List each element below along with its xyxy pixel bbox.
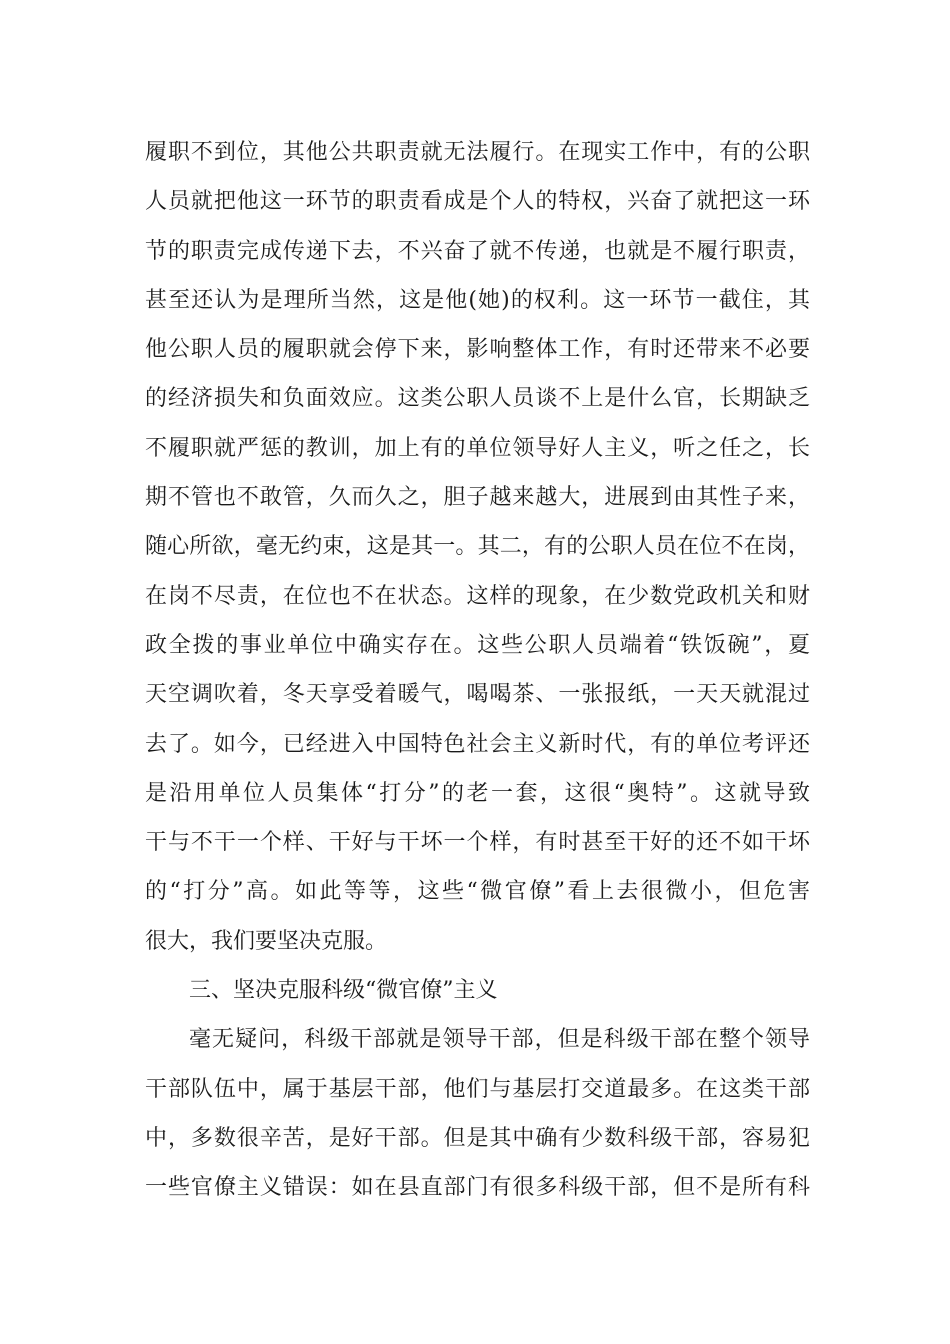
text-line: 干部队伍中，属于基层干部，他们与基层打交道最多。在这类干部 bbox=[145, 1076, 810, 1102]
text-line: 的“打分”高。如此等等，这些“微官僚”看上去很微小，但危害 bbox=[145, 879, 810, 905]
text-line: 不履职就严惩的教训，加上有的单位领导好人主义，听之任之，长 bbox=[145, 435, 810, 461]
text-line: 他公职人员的履职就会停下来，影响整体工作，有时还带来不必要 bbox=[145, 337, 810, 363]
body-text bbox=[145, 128, 810, 1213]
text-line: 人员就把他这一环节的职责看成是个人的特权，兴奋了就把这一环 bbox=[145, 189, 810, 215]
text-line: 去了。如今，已经进入中国特色社会主义新时代，有的单位考评还 bbox=[145, 731, 810, 757]
text-line: 随心所欲，毫无约束，这是其一。其二，有的公职人员在位不在岗， bbox=[145, 534, 810, 560]
text-line: 中，多数很辛苦，是好干部。但是其中确有少数科级干部，容易犯 bbox=[145, 1125, 810, 1151]
text-line: 履职不到位，其他公共职责就无法履行。在现实工作中，有的公职 bbox=[145, 140, 810, 165]
text-line: 在岗不尽责，在位也不在状态。这样的现象，在少数党政机关和财 bbox=[145, 583, 810, 609]
text-line: 的经济损失和负面效应。这类公职人员谈不上是什么官，长期缺乏 bbox=[145, 386, 810, 412]
text-line: 期不管也不敢管，久而久之，胆子越来越大，进展到由其性子来， bbox=[145, 485, 810, 511]
text-line: 是沿用单位人员集体“打分”的老一套，这很“奥特”。这就导致 bbox=[145, 780, 810, 806]
text-line: 很大，我们要坚决克服。 bbox=[145, 928, 388, 954]
text-line: 干与不干一个样、干好与干坏一个样，有时甚至干好的还不如干坏 bbox=[145, 830, 810, 856]
text-line: 毫无疑问，科级干部就是领导干部，但是科级干部在整个领导 bbox=[189, 1027, 810, 1053]
text-line: 政全拨的事业单位中确实存在。这些公职人员端着“铁饭碗”，夏 bbox=[145, 632, 810, 658]
section-heading: 三、坚决克服科级“微官僚”主义 bbox=[189, 978, 498, 1004]
text-line: 节的职责完成传递下去，不兴奋了就不传递，也就是不履行职责， bbox=[145, 238, 810, 264]
text-line: 一些官僚主义错误：如在县直部门有很多科级干部，但不是所有科 bbox=[145, 1175, 810, 1201]
text-line: 天空调吹着，冬天享受着暖气，喝喝茶、一张报纸，一天天就混过 bbox=[145, 682, 810, 708]
text-line: 甚至还认为是理所当然，这是他(她)的权利。这一环节一截住，其 bbox=[145, 287, 810, 313]
